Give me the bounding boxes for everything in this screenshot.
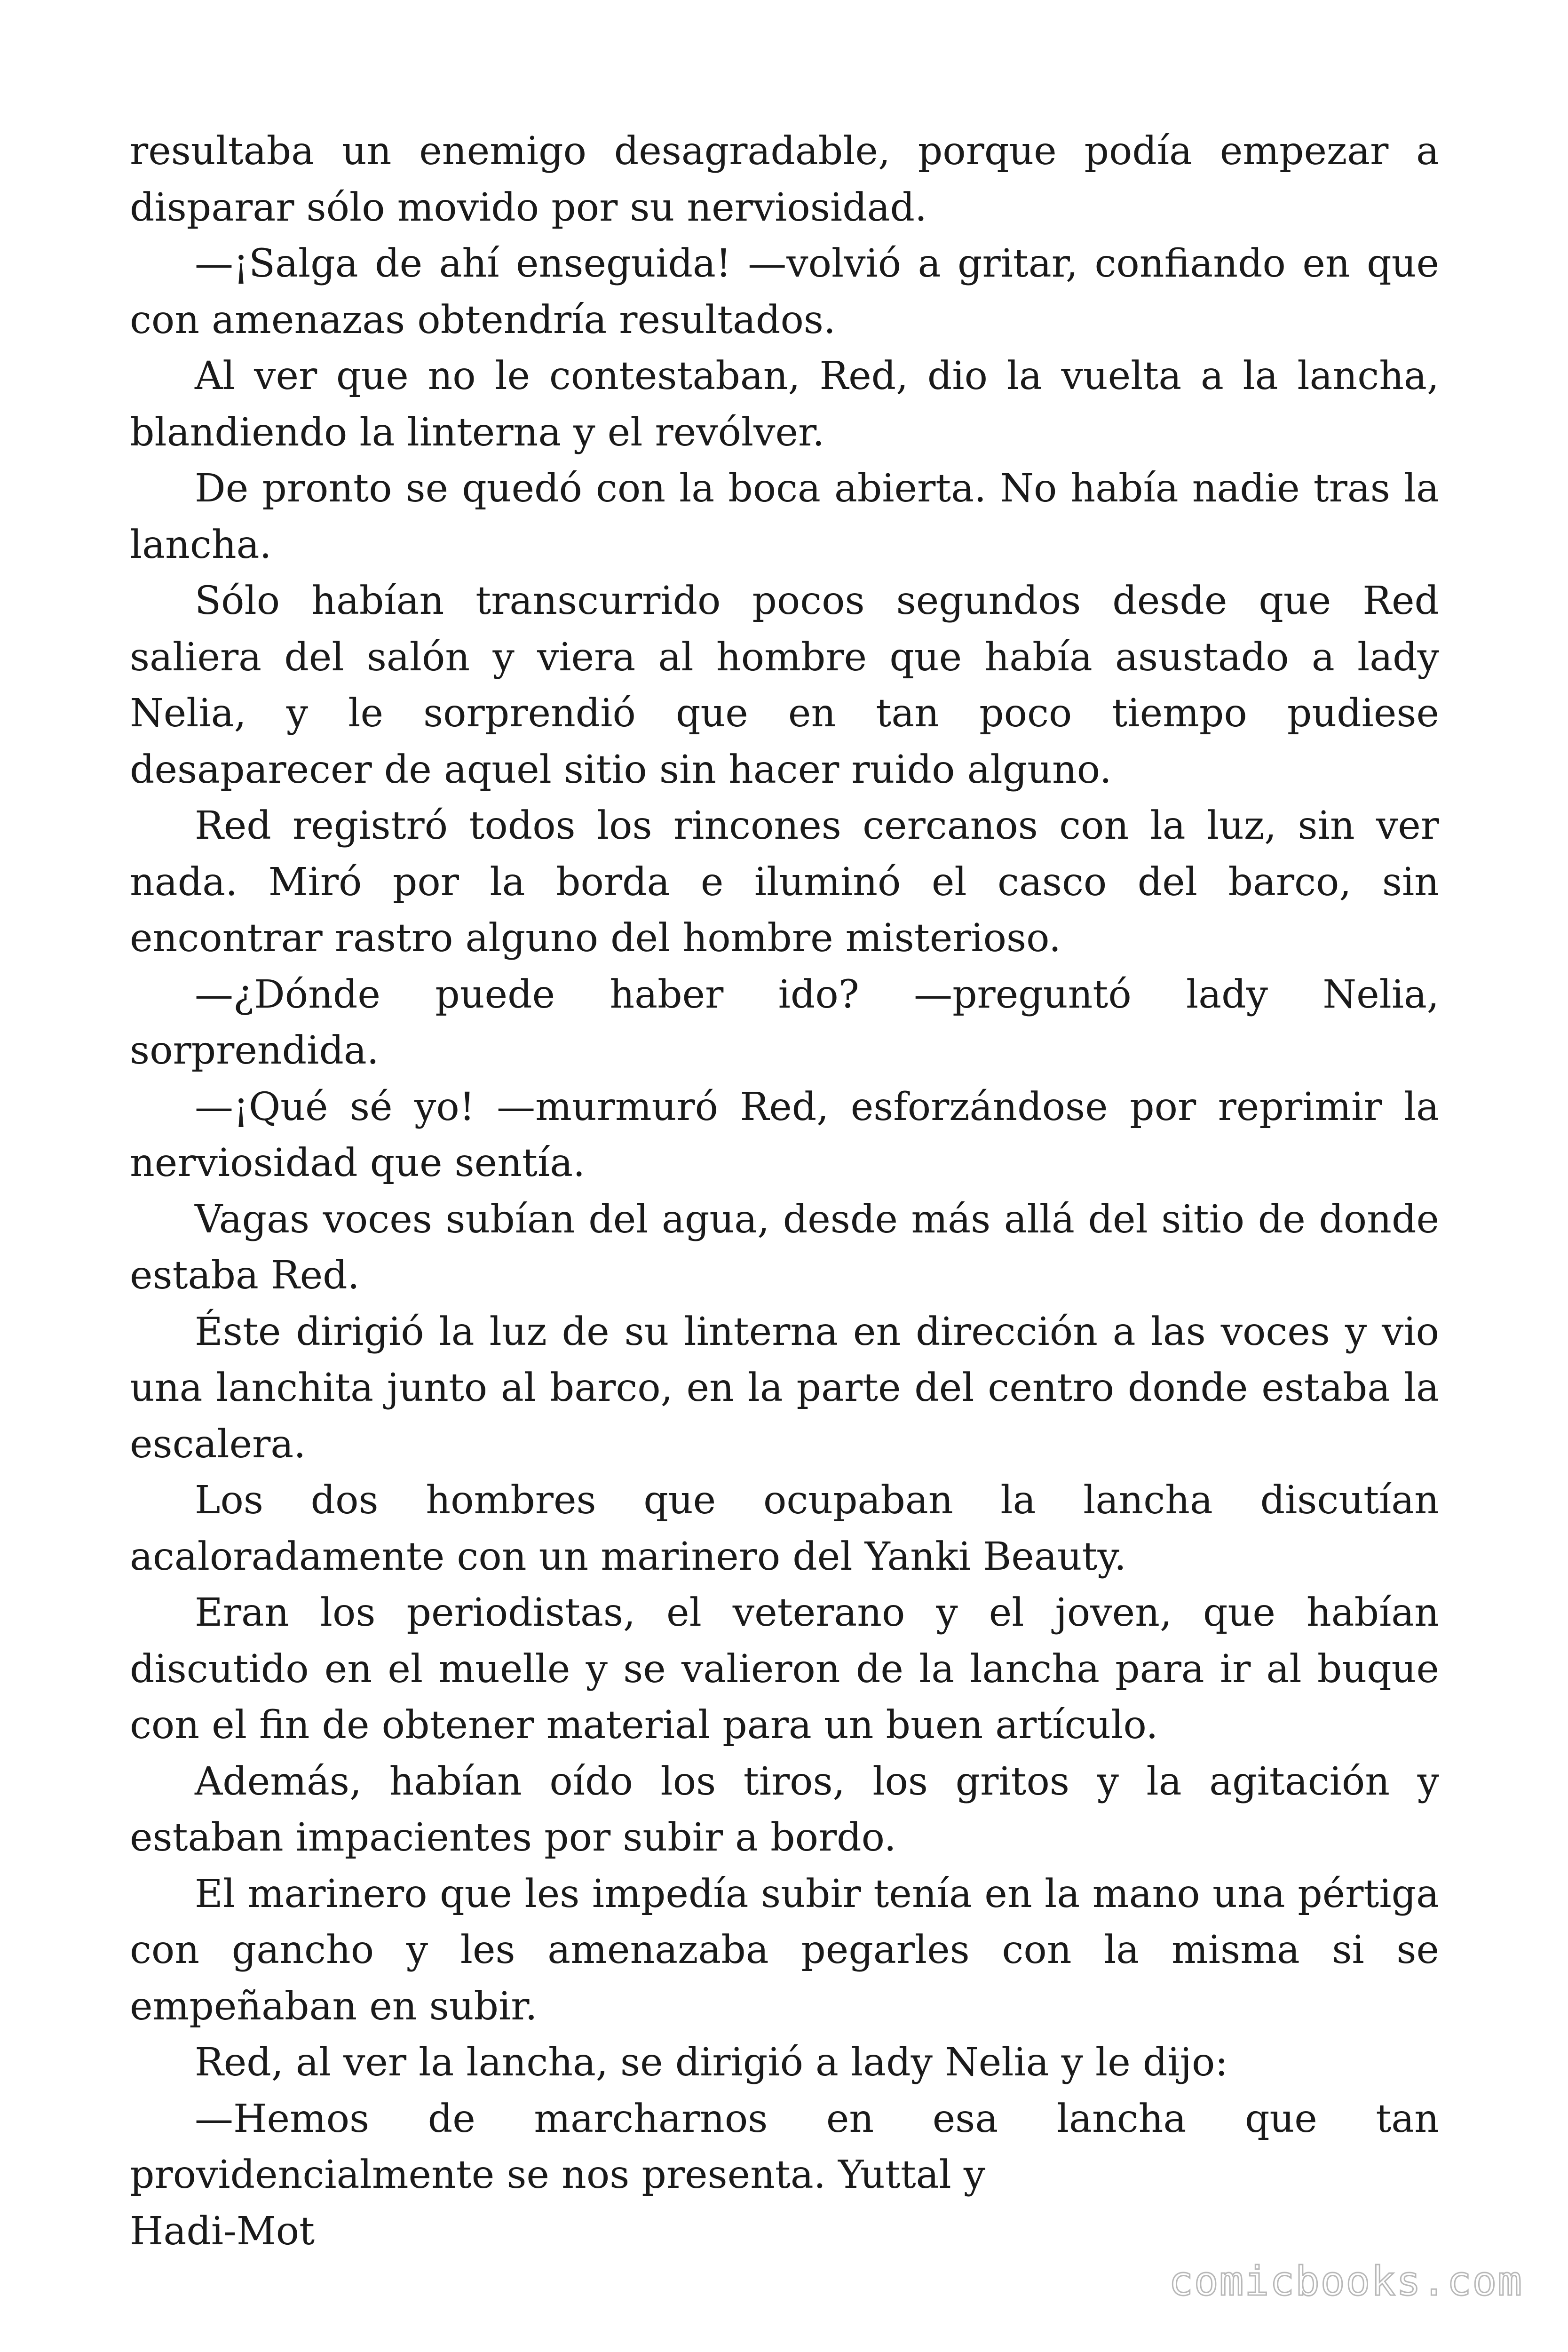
paragraph: Los dos hombres que ocupaban la lancha discutían acaloradamente con un marinero del Yanki Beauty. (130, 1478, 1439, 1579)
paragraph: Eran los periodistas, el veterano y el joven, que habían discutido en el muelle y se valieron de la lancha para ir al buque con el fin de obtener material para un buen artículo. (130, 1590, 1439, 1748)
paragraph: El marinero que les impedía subir tenía en la mano una pértiga con gancho y les amenazaba pegarles con la misma si se empeñaban en subir. (130, 1871, 1439, 2029)
paragraph: resultaba un enemigo desagradable, porque podía empezar a disparar sólo movido por su nerviosidad. (130, 129, 1439, 230)
paragraph: —Hemos de marcharnos en esa lancha que tan providencialmente se nos presenta. Yuttal y (130, 2096, 1439, 2197)
watermark-text: comicbooks.com (1169, 2258, 1523, 2305)
paragraph: Éste dirigió la luz de su linterna en dirección a las voces y vio una lanchita junto al barco, en la parte del centro donde estaba la escalera. (130, 1309, 1439, 1467)
paragraph: De pronto se quedó con la boca abierta. No había nadie tras la lancha. (130, 466, 1439, 567)
paragraph: —¡Salga de ahí enseguida! —volvió a gritar, confiando en que con amenazas obtendría resultados. (130, 241, 1439, 342)
paragraph: Al ver que no le contestaban, Red, dio la vuelta a la lancha, blandiendo la linterna y el revólver. (130, 354, 1439, 455)
paragraph: Red registró todos los rincones cercanos con la luz, sin ver nada. Miró por la borda e iluminó el casco del barco, sin encontrar rastro alguno del hombre misterioso. (130, 803, 1439, 961)
paragraph: —¿Dónde puede haber ido? —preguntó lady Nelia, sorprendida. (130, 972, 1439, 1073)
paragraph: Sólo habían transcurrido pocos segundos desde que Red saliera del salón y viera al hombre que había asustado a lady Nelia, y le sorprendió que en tan poco tiempo pudiese desaparecer de aquel sitio sin hacer ruido alguno. (130, 579, 1439, 792)
paragraph-tail: Hadi-Mot (130, 2209, 315, 2254)
page-body-text (130, 123, 1439, 2259)
paragraph: Red, al ver la lancha, se dirigió a lady Nelia y le dijo: (195, 2040, 1228, 2085)
paragraph: Vagas voces subían del agua, desde más allá del sitio de donde estaba Red. (130, 1197, 1439, 1298)
paragraph: Además, habían oído los tiros, los gritos y la agitación y estaban impacientes por subir a bordo. (130, 1759, 1439, 1860)
paragraph: —¡Qué sé yo! —murmuró Red, esforzándose por reprimir la nerviosidad que sentía. (130, 1084, 1439, 1185)
